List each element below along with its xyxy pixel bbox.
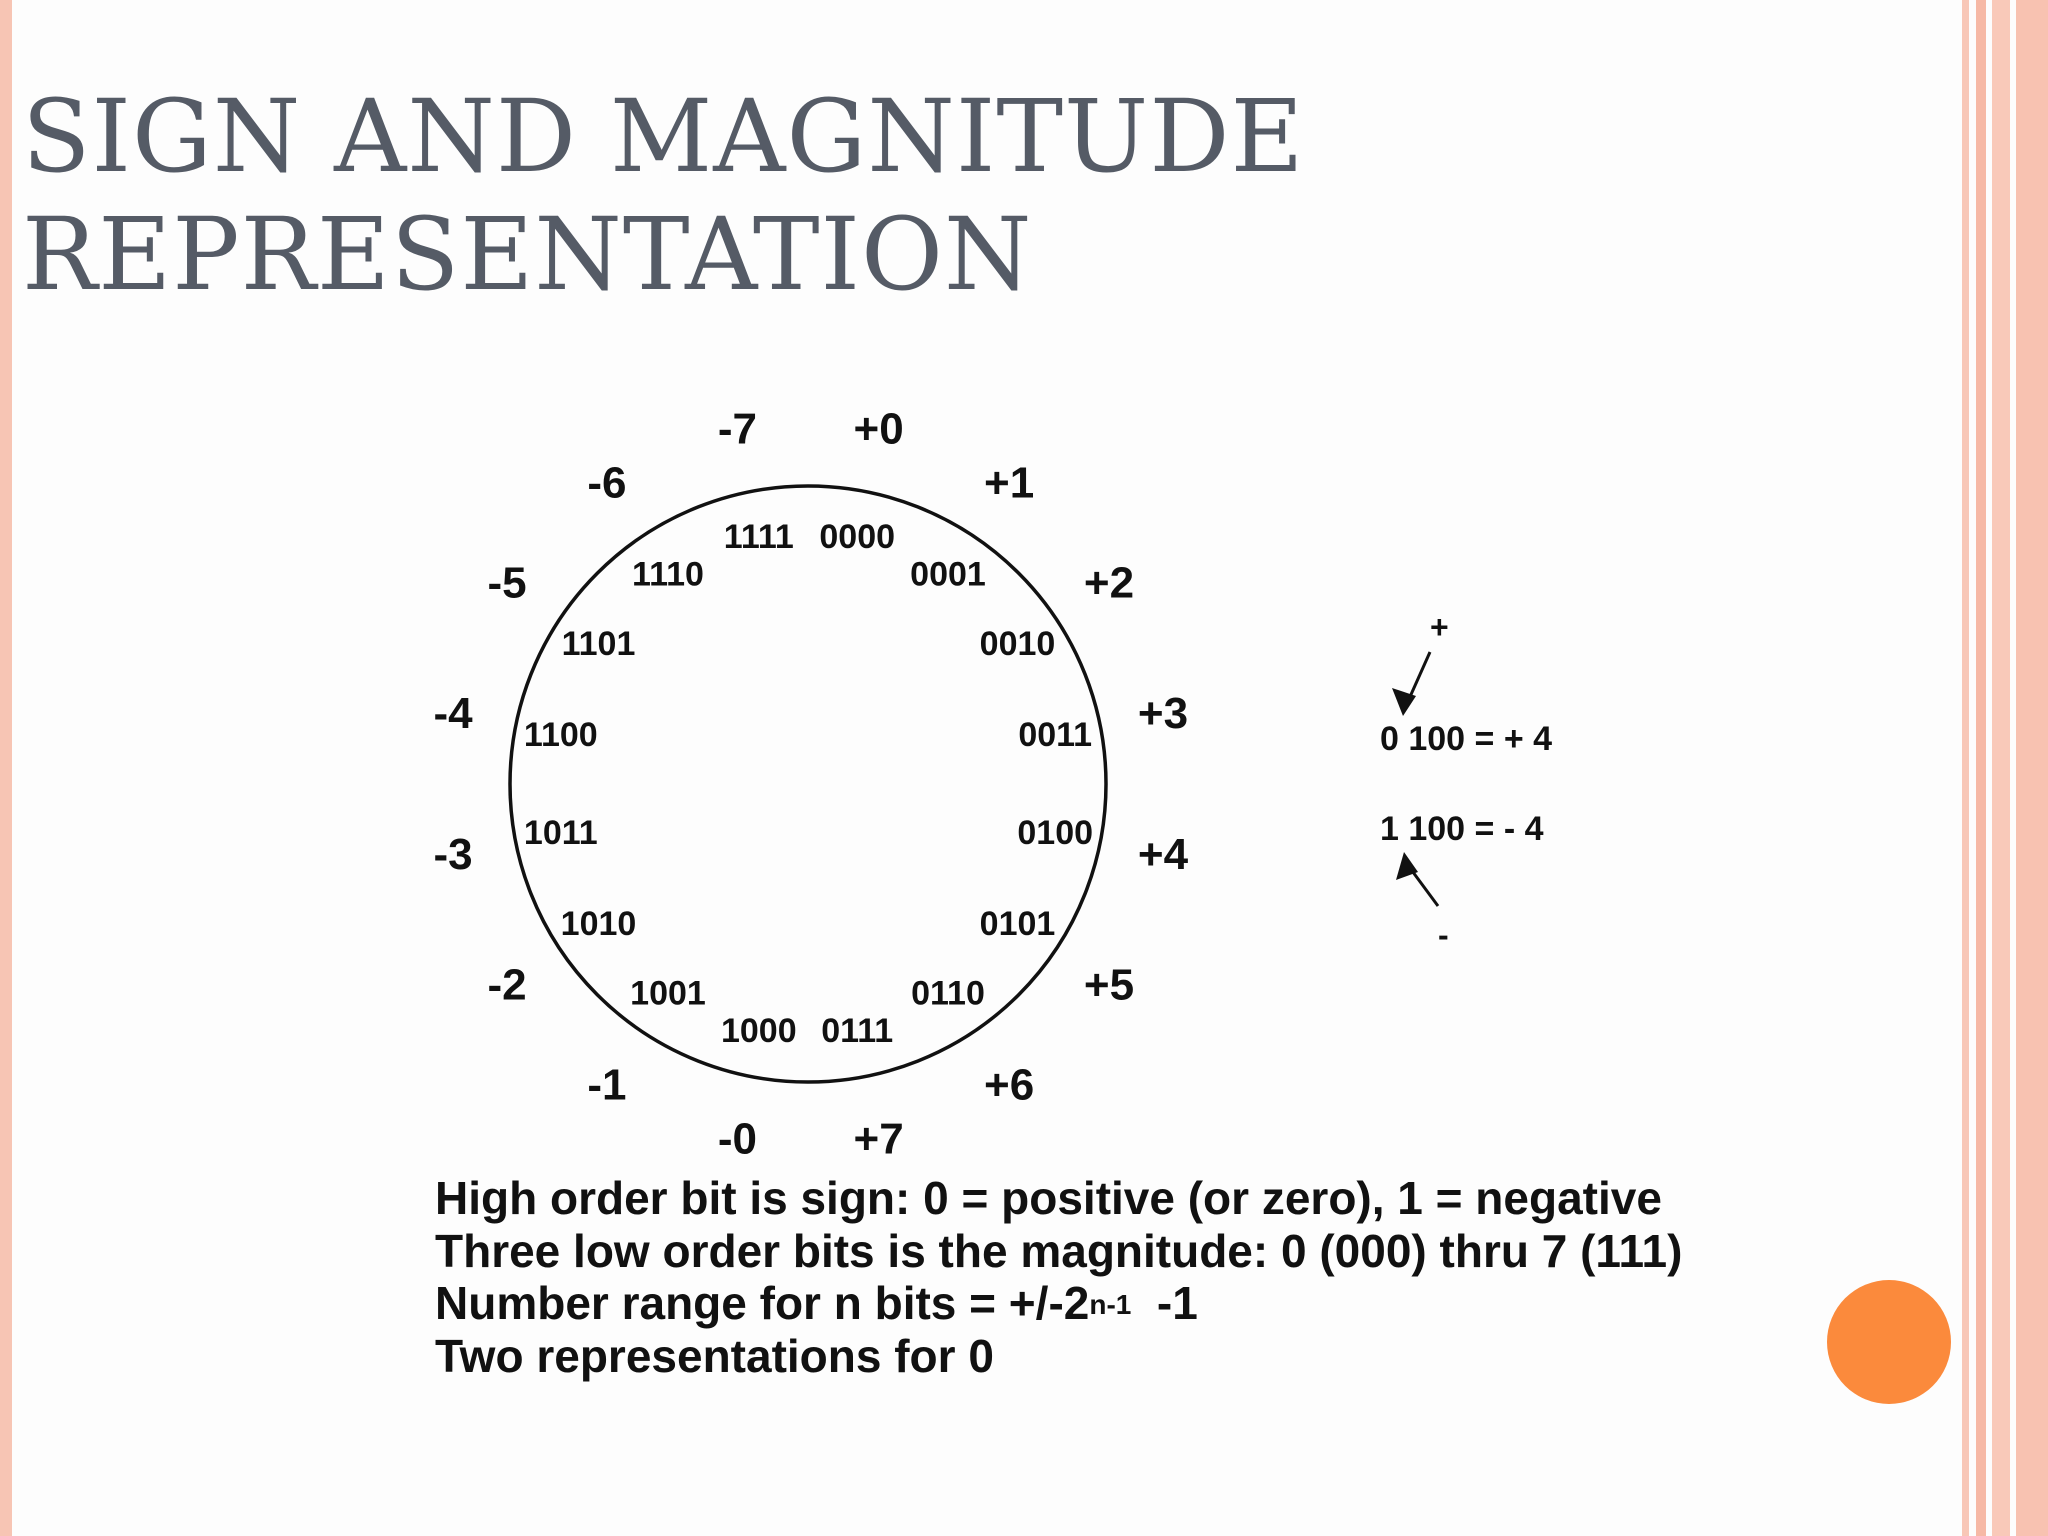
wheel-binary-label: 1000 — [720, 1012, 797, 1051]
wheel-decimal-label: -6 — [587, 458, 627, 508]
wheel-decimal-label: +6 — [984, 1060, 1035, 1110]
wheel-binary-label: 0010 — [979, 625, 1056, 663]
wheel-binary-label: 1110 — [632, 555, 704, 594]
number-wheel-circle — [510, 486, 1106, 1082]
wheel-binary-label: 1100 — [523, 715, 598, 754]
note-sign-bit: High order bit is sign: 0 = positive (or zero), 1 = negative — [435, 1172, 1662, 1224]
sign-example — [1380, 609, 1552, 953]
note-range-prefix: Number range for n bits = +/-2 — [435, 1277, 1090, 1329]
note-range-exponent: n-1 — [1089, 1289, 1132, 1320]
wheel-decimal-label: +0 — [853, 404, 904, 454]
note-magnitude-bits: Three low order bits is the magnitude: 0 (000) thru 7 (111) — [435, 1224, 1683, 1277]
wheel-binary-label: 1111 — [723, 517, 794, 556]
wheel-binary-label: 1001 — [630, 974, 706, 1013]
wheel-decimal-label: +2 — [1083, 558, 1135, 608]
decorative-orange-circle — [1827, 1280, 1951, 1404]
wheel-decimal-label: -2 — [487, 960, 527, 1010]
example-negative-four: 1 100 = - 4 — [1380, 810, 1544, 848]
wheel-decimal-label: -3 — [433, 830, 473, 880]
wheel-binary-label: 0111 — [821, 1012, 894, 1051]
wheel-binary-label: 0001 — [910, 555, 986, 594]
wheel-decimal-label: +1 — [984, 458, 1035, 508]
plus-sign-marker: + — [1430, 609, 1449, 645]
wheel-decimal-label: -7 — [717, 404, 757, 454]
minus-sign-marker: - — [1438, 917, 1449, 953]
note-range-suffix: -1 — [1131, 1277, 1198, 1329]
wheel-binary-label: 0110 — [911, 974, 985, 1013]
wheel-binary-label: 1101 — [561, 625, 636, 663]
note-two-zeros: Two representations for 0 — [435, 1329, 994, 1382]
wheel-decimal-label: +7 — [853, 1114, 904, 1164]
wheel-binary-label: 0000 — [819, 517, 896, 556]
wheel-decimal-label: +4 — [1137, 830, 1189, 880]
wheel-binary-label: 0101 — [979, 905, 1056, 943]
note-number-range — [435, 1277, 1682, 1330]
wheel-labels — [433, 405, 1188, 1164]
notes-list — [435, 1172, 1682, 1382]
title-line-1: SIGN AND MAGNITUDE — [22, 78, 1305, 195]
wheel-decimal-label: +5 — [1083, 960, 1135, 1010]
wheel-decimal-label: -1 — [587, 1060, 627, 1110]
title-line-2: REPRESENTATION — [22, 196, 1033, 313]
wheel-binary-label: 0011 — [1018, 715, 1093, 754]
wheel-decimal-label: -0 — [717, 1114, 757, 1164]
wheel-decimal-label: +3 — [1137, 688, 1189, 738]
wheel-binary-label: 1011 — [523, 814, 598, 853]
wheel-binary-label: 1010 — [560, 905, 637, 943]
wheel-decimal-label: -4 — [433, 688, 473, 738]
wheel-decimal-label: -5 — [487, 558, 527, 608]
minus-arrow-icon — [1407, 864, 1438, 906]
wheel-binary-label: 0100 — [1017, 814, 1094, 853]
example-positive-four: 0 100 = + 4 — [1380, 720, 1553, 758]
